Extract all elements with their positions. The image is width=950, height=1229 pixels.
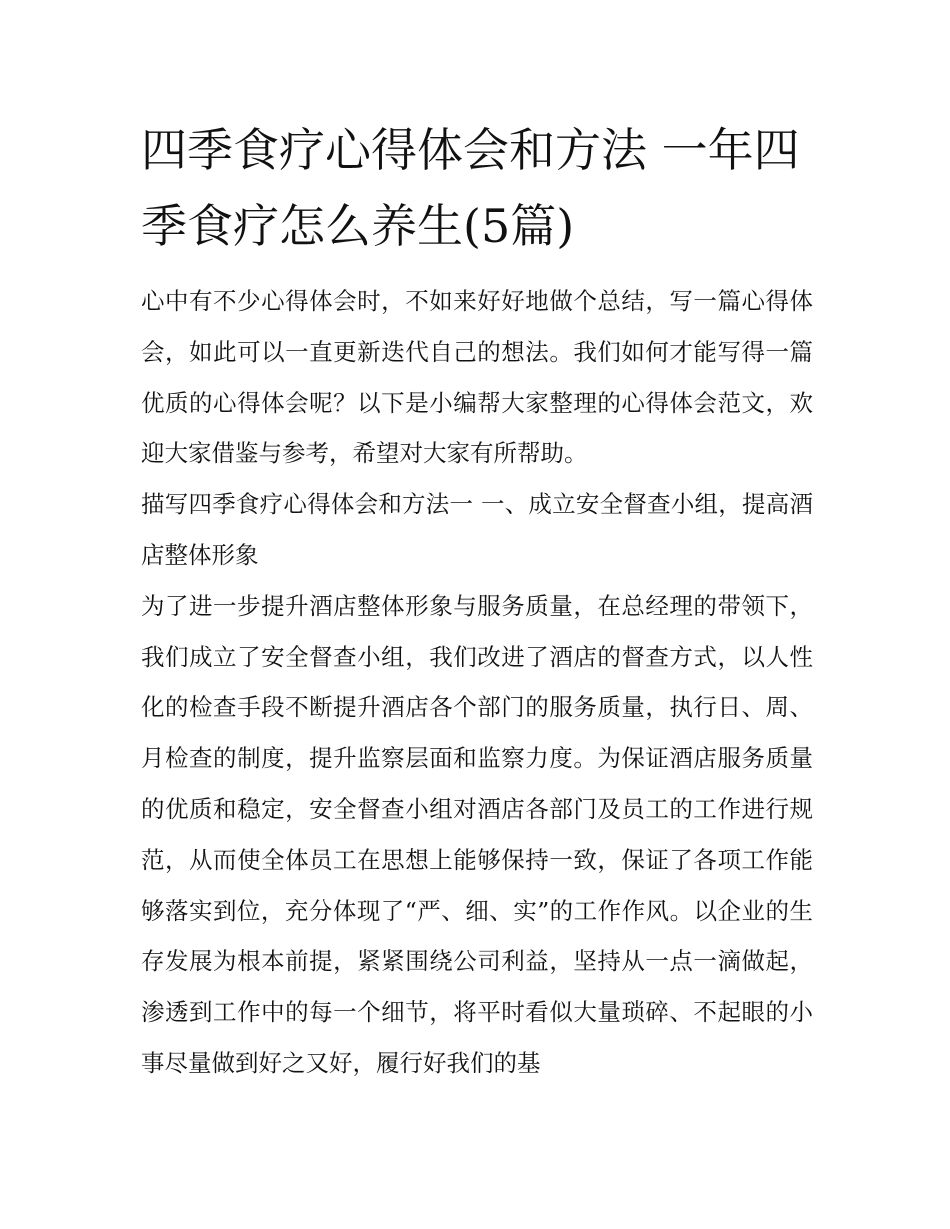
body-paragraph: 为了进一步提升酒店整体形象与服务质量，在总经理的带领下，我们成立了安全督查小组，我们改进了酒店的督查方式，以人性化的检查手段不断提升酒店各个部门的服务质量，执行日、周、月检查的制度，提升监察层面和监察力度。为保证酒店服务质量的优质和稳定，安全督查小组对酒店各部门及员工的工作进行规范，从而使全体员工在思想上能够保持一致，保证了各项工作能够落实到位，充分体现了“严、细、实”的工作作风。以企业的生存发展为根本前提，紧紧围绕公司利益，坚持从一点一滴做起，渗透到工作中的每一个细节，将平时看似大量琐碎、不起眼的小事尽量做到好之又好，履行好我们的基 [141, 591, 813, 1077]
document-page [141, 112, 813, 1089]
document-title: 四季食疗心得体会和方法 一年四季食疗怎么养生(5篇) [141, 123, 800, 253]
intro-paragraph: 心中有不少心得体会时，不如来好好地做个总结，写一篇心得体会，如此可以一直更新迭代自己的想法。我们如何才能写得一篇优质的心得体会呢？以下是小编帮大家整理的心得体会范文，欢迎大家借鉴与参考，希望对大家有所帮助。 [141, 287, 813, 468]
section-heading: 描写四季食疗心得体会和方法一 一、成立安全督查小组，提高酒店整体形象 [141, 490, 813, 569]
